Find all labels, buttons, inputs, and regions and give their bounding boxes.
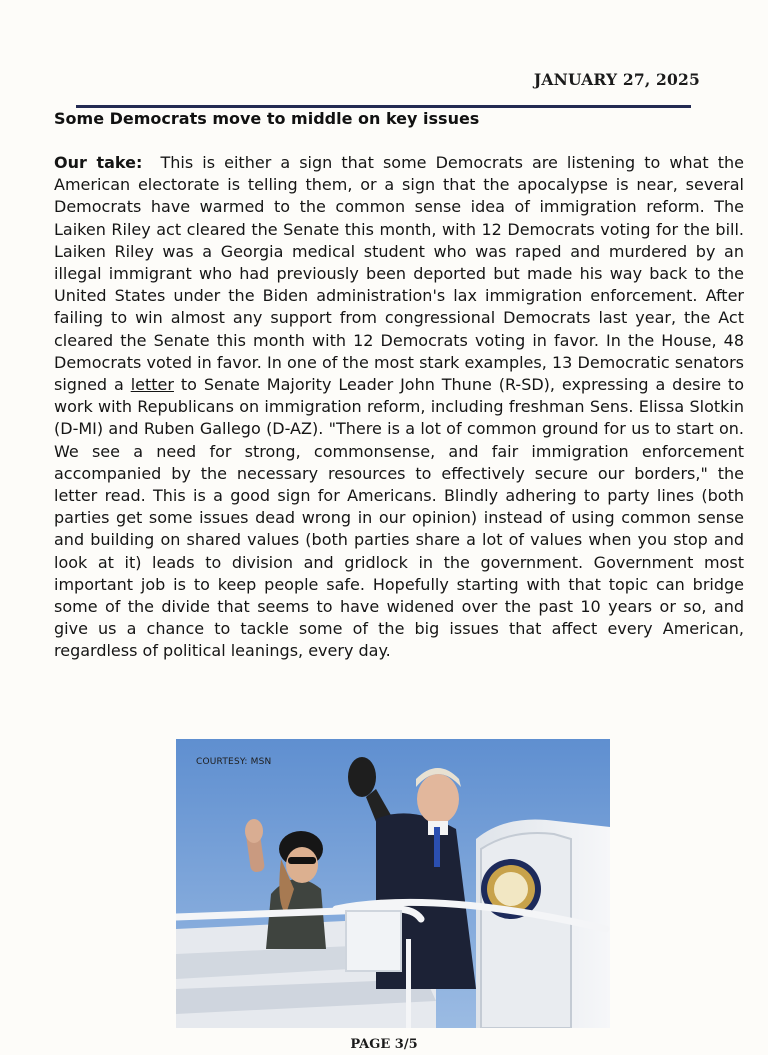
photo-credit: COURTESY: MSN bbox=[196, 757, 272, 767]
article-text-part1: This is either a sign that some Democrats are listening to what the American electorate is telling them, or a sign that the apocalypse is near, several Democrats have warmed to the common sense idea of immigration reform. The Laiken Riley act cleared the Senate this month, with 12 Democrats voting for the bill. Laiken Riley was a Georgia medical student who was raped and murdered by an illegal immigrant who had previously been deported but made his way back to the United States under the Biden administration's lax immigration enforcement. After failing to win almost any support from congressional Democrats last year, the Act cleared the Senate this month with 12 Democrats voting in favor. In the House, 48 Democrats voted in favor. In one of the most stark examples, 13 Democratic senators signed a bbox=[54, 153, 745, 395]
article-body bbox=[54, 152, 744, 663]
article-headline: Some Democrats move to middle on key issues bbox=[54, 109, 480, 128]
page-number: PAGE 3/5 bbox=[350, 1037, 418, 1052]
lead-label: Our take: bbox=[54, 153, 143, 172]
article-text-part2: to Senate Majority Leader John Thune (R-SD), expressing a desire to work with Republicans on immigration reform, including freshman Sens. Elissa Slotkin (D-MI) and Ruben Gallego (D-AZ). "There is a lot of common ground for us to start on. We see a need for strong, commonsense, and fair immigration enforcement accompanied by the necessary resources to effectively secure our borders," the letter read. This is a good sign for Americans. Blindly adhering to party lines (both parties get some issues dead wrong in our opinion) instead of using common sense and building on shared values (both parties share a lot of values when you stop and look at it) leads to division and gridlock in the government. Government most important job is to keep people safe. Hopefully starting with that topic can bridge some of the divide that seems to have widened over the past 10 years or so, and give us a chance to tackle some of the big issues that affect every American, regardless of political leanings, every day. bbox=[54, 375, 744, 661]
issue-date: JANUARY 27, 2025 bbox=[533, 70, 700, 89]
photo-illustration bbox=[176, 739, 610, 1028]
letter-link[interactable]: letter bbox=[130, 375, 174, 395]
news-photo bbox=[176, 739, 610, 1028]
